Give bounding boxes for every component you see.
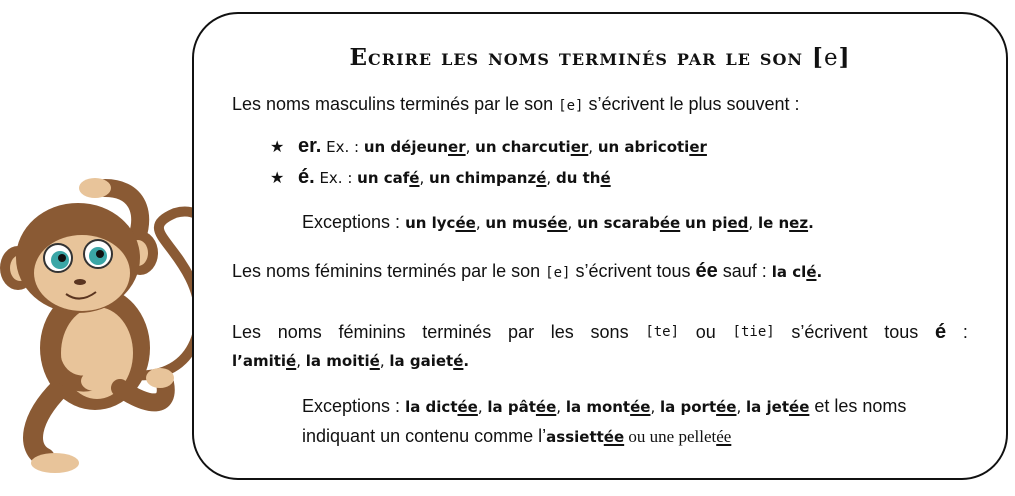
page-title: Ecrire les noms terminés par le son [e]	[349, 44, 851, 71]
star-icon: ★	[270, 170, 285, 187]
masc-intro: Les noms masculins terminés par le son [e] s’écrivent le plus souvent :	[232, 94, 800, 114]
masc-exceptions: Exceptions : un lycée, un musée, un scarabée un pied, le nez.	[302, 212, 814, 232]
rule-e: ★ é. Ex. : un café, un chimpanzé, du thé	[270, 165, 611, 191]
rule-card	[192, 12, 1008, 480]
fem-exceptions: Exceptions : la dictée, la pâtée, la montée, la portée, la jetée et les noms	[302, 396, 907, 416]
star-icon: ★	[270, 139, 285, 156]
fem-rule-2-examples: l’amitié, la moitié, la gaieté.	[232, 352, 470, 370]
fem-rule-1: Les noms féminins terminés par le son [e] s’écrivent tous ée sauf : la clé.	[232, 260, 823, 282]
fem-rule-2: Les noms féminins terminés par les sons [te] ou [tie] s’écrivent tous é :	[232, 321, 968, 343]
fem-exceptions-line2: indiquant un contenu comme l’assiettée ou une pelletée	[302, 426, 732, 446]
rule-er: ★ er. Ex. : un déjeuner, un charcutier, un abricotier	[270, 134, 707, 160]
